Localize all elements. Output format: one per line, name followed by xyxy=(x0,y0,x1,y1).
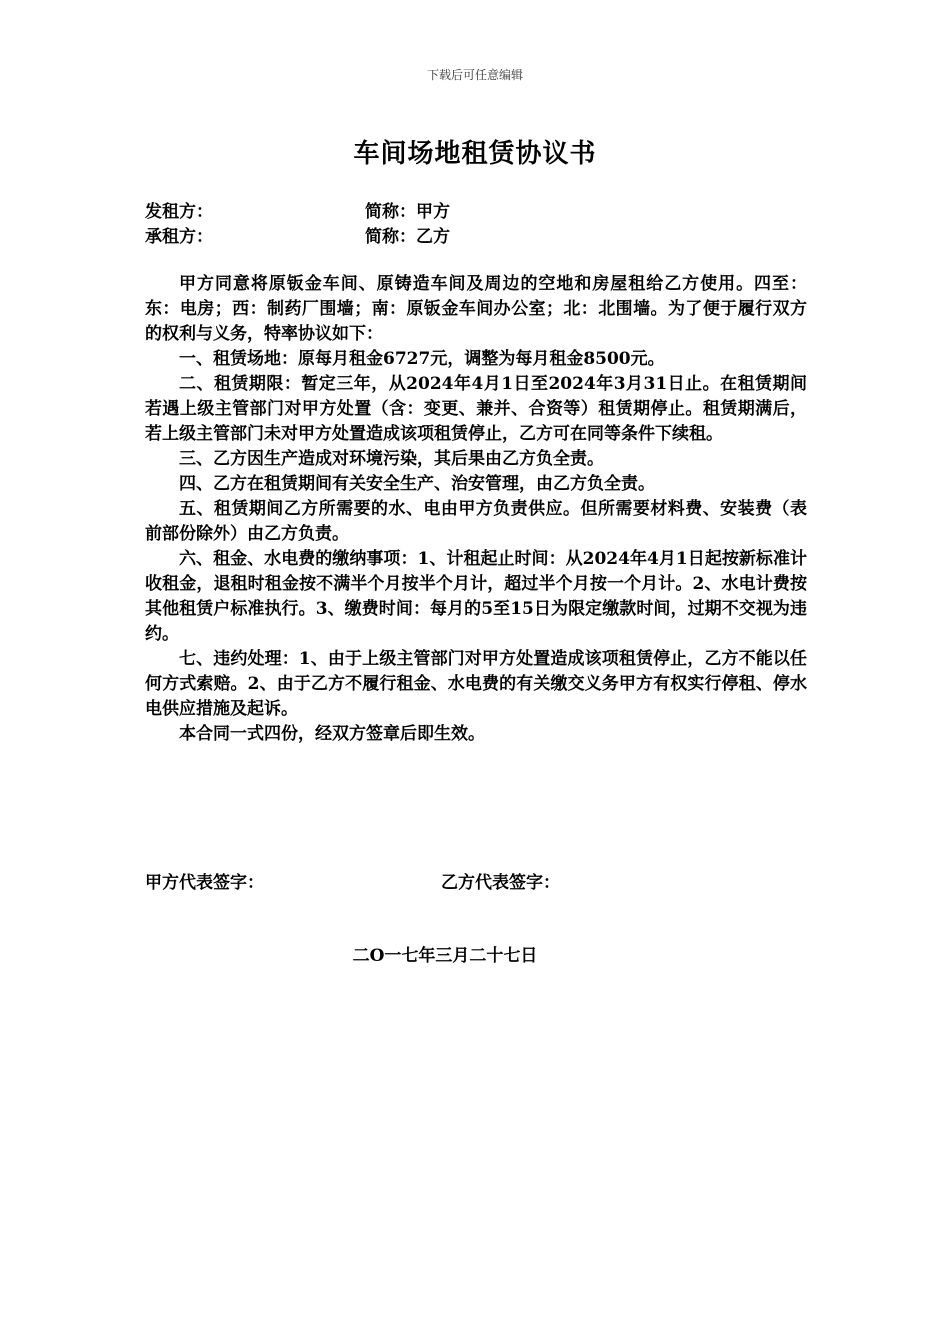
document-title: 车间场地租赁协议书 xyxy=(353,139,597,169)
clause-7-breach: 七、违约处理：1、由于上级主管部门对甲方处置造成该项租赁停止，乙方不能以任何方式索赔。2、由于乙方不履行租金、水电费的有关缴交义务甲方有权实行停租、停水电供应措施及起诉。 xyxy=(145,649,807,719)
party-block xyxy=(145,200,805,250)
intro-paragraph: 甲方同意将原钣金车间、原铸造车间及周边的空地和房屋租给乙方使用。四至：东：电房；西：制药厂围墙；南：原钣金车间办公室；北：北围墙。为了便于履行双方的权利与义务，特率协议如下： xyxy=(145,274,807,344)
clause-1-lease-site: 一、租赁场地：原每月租金6727元，调整为每月租金8500元。 xyxy=(179,349,665,369)
header-note: 下载后可任意编辑 xyxy=(426,68,523,82)
lessee-alias: 简称：乙方 xyxy=(365,227,450,247)
clause-2-lease-term: 二、租赁期限：暂定三年，从2024年4月1日至2024年3月31日止。在租赁期间若遇上级主管部门对甲方处置（含：变更、兼并、合资等）租赁期停止。租赁期满后，若上级主管部门未对甲方处置造成该项租赁停止，乙方可在同等条件下续租。 xyxy=(145,374,807,444)
lessor-label: 发租方： xyxy=(145,202,213,222)
clause-6-payment: 六、租金、水电费的缴纳事项：1、计租起止时间：从2024年4月1日起按新标准计收租金，退租时租金按不满半个月按半个月计，超过半个月按一个月计。2、水电计费按其他租赁户标准执行。3、缴费时间：每月的5至15日为限定缴款时间，过期不交视为违约。 xyxy=(145,549,807,644)
party-a-signature-label: 甲方代表签字： xyxy=(145,873,264,893)
clause-4-safety: 四、乙方在租赁期间有关安全生产、治安管理，由乙方负全责。 xyxy=(179,474,655,494)
signature-row xyxy=(145,871,805,896)
clause-3-pollution: 三、乙方因生产造成对环境污染，其后果由乙方负全责。 xyxy=(179,449,604,469)
lessor-alias: 简称：甲方 xyxy=(365,202,450,222)
closing-paragraph: 本合同一式四份，经双方签章后即生效。 xyxy=(179,724,485,744)
lessee-label: 承租方： xyxy=(145,227,213,247)
lessor-row xyxy=(145,200,805,225)
clause-5-utilities: 五、租赁期间乙方所需要的水、电由甲方负责供应。但所需要材料费、安装费（表前部份除外）由乙方负责。 xyxy=(145,499,807,544)
agreement-body xyxy=(145,272,807,747)
party-b-signature-label: 乙方代表签字： xyxy=(441,873,560,893)
lessee-row xyxy=(145,225,805,250)
signing-date: 二O一七年三月二十七日 xyxy=(352,946,538,966)
